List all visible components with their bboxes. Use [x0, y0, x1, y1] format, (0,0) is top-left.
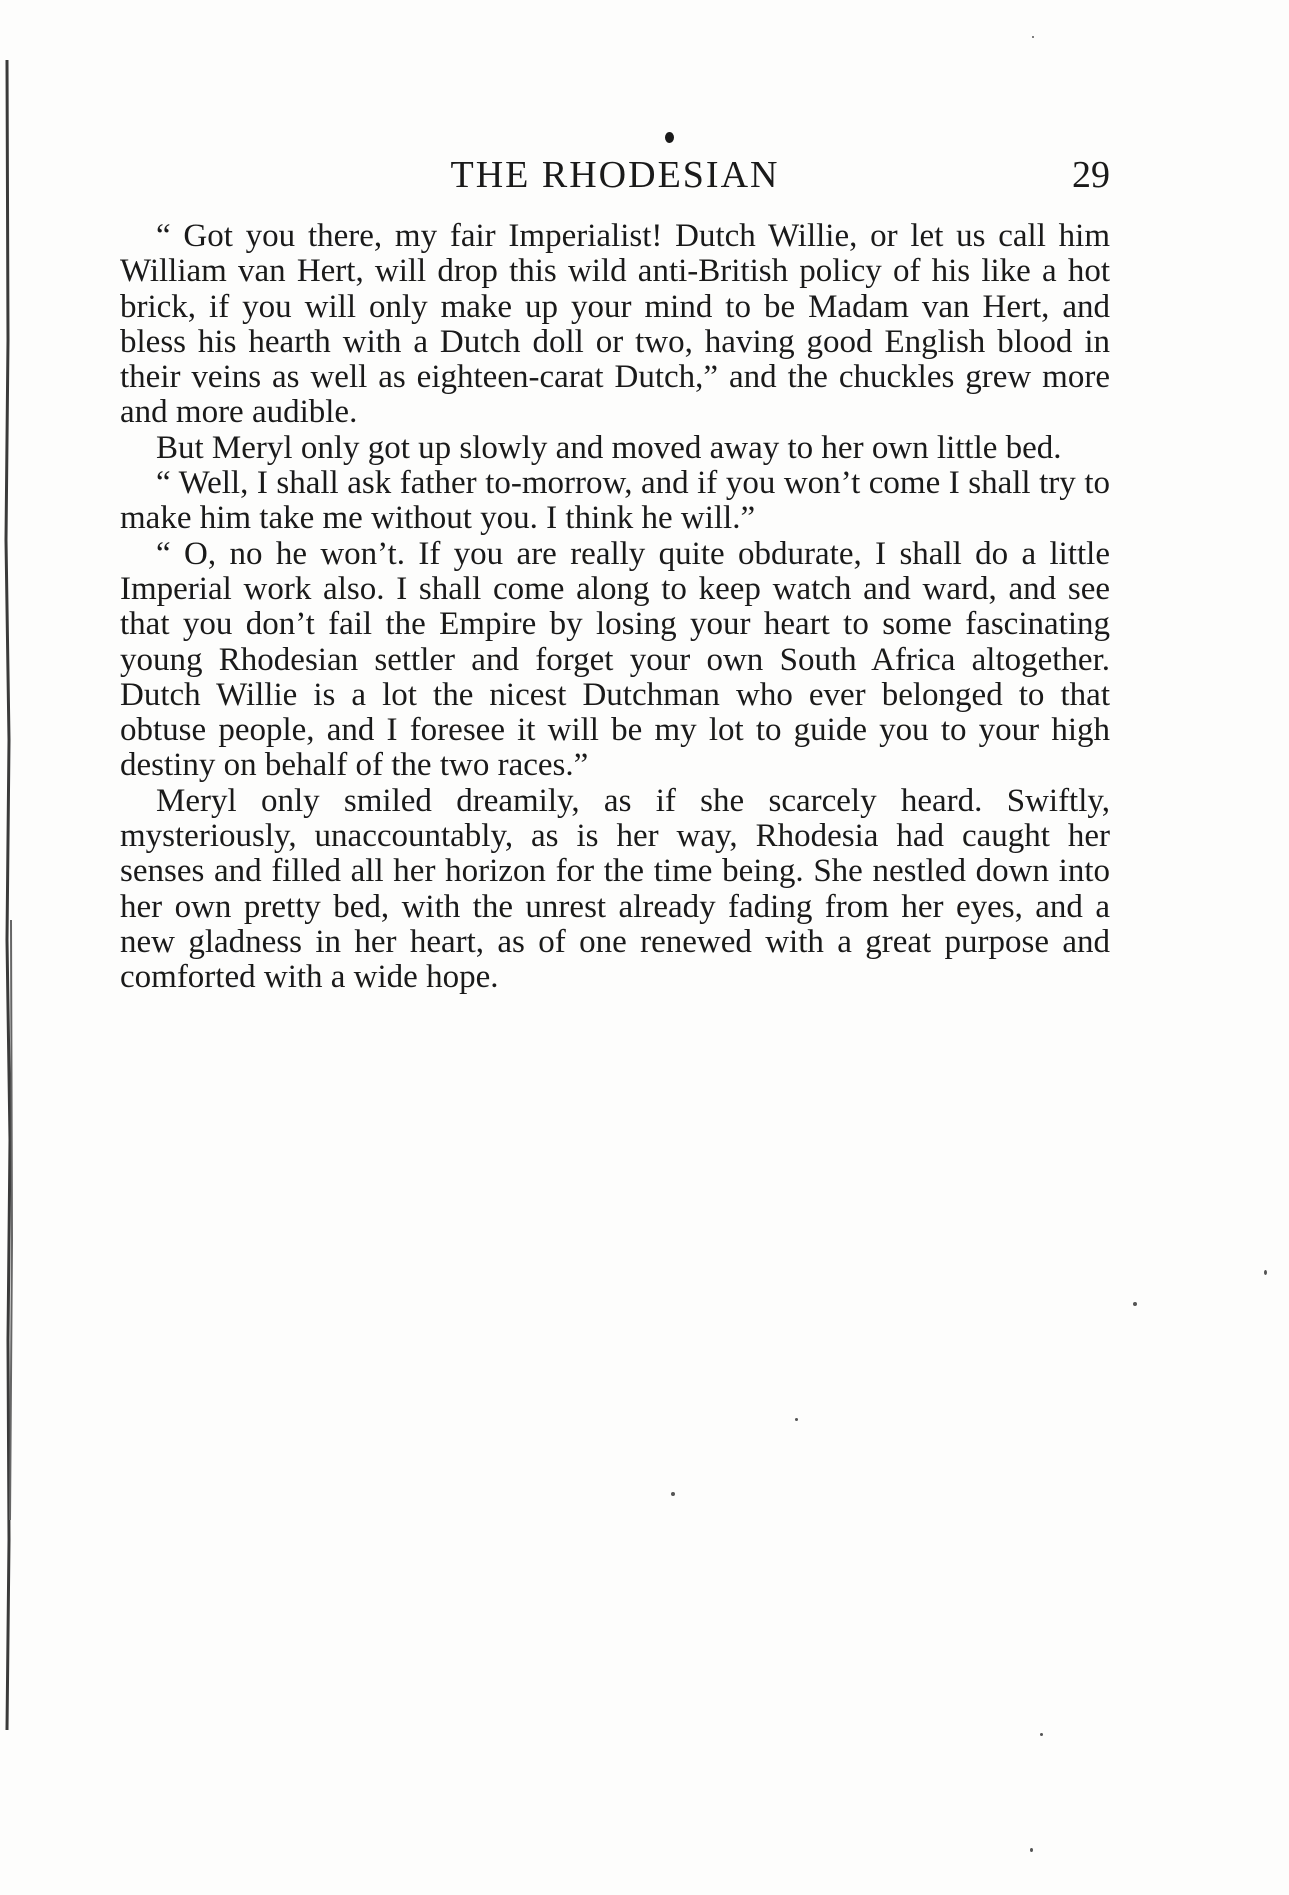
paragraph: But Meryl only got up slowly and moved away to her own little bed. [156, 429, 1062, 466]
page-number: 29 [1072, 154, 1110, 196]
scan-speck [1264, 1270, 1267, 1275]
scan-speck [1040, 1733, 1043, 1736]
running-title: THE RHODESIAN [450, 154, 780, 196]
scan-speck [1133, 1302, 1137, 1306]
scan-speck [1030, 1848, 1033, 1852]
page-binding-edge [0, 40, 14, 1740]
body-text [120, 219, 1110, 996]
paragraph: “ Got you there, my fair Imperialist! Dutch Willie, or let us call him William van Hert, will drop this wild anti-British policy of his like a hot brick, if you will only make up your mind to be Madam van Hert, and bless his hearth with a Dutch doll or two, having good English blood in their veins as well as eighteen-carat Dutch,” and the chuckles grew more and more audible. [120, 218, 1110, 431]
header-ornament [665, 132, 674, 143]
scan-speck [1032, 36, 1034, 38]
scan-speck [795, 1418, 798, 1421]
paragraph: Meryl only smiled dreamily, as if she scarcely heard. Swiftly, mysteriously, unaccountably, as is her way, Rhodesia had caught her senses and filled all her horizon for the time being. She nestled down into her own pretty bed, with the unrest already fading from her eyes, and a new gladness in her heart, as of one renewed with a great purpose and comforted with a wide hope. [120, 782, 1110, 996]
page-header [120, 150, 1110, 200]
scan-speck [671, 1492, 675, 1496]
paragraph: “ O, no he won’t. If you are really quite obdurate, I shall do a little Imperial work also. I shall come along to keep watch and ward, and see that you don’t fail the Empire by losing your heart to some fascinating young Rhodesian settler and forget your own South Africa altogether. Dutch Willie is a lot the nicest Dutchman who ever belonged to that obtuse people, and I foresee it will be my lot to guide you to your high destiny on behalf of the two races.” [120, 535, 1110, 784]
paragraph: “ Well, I shall ask father to-morrow, and if you won’t come I shall try to make him take me without you. I think he will.” [120, 465, 1110, 537]
